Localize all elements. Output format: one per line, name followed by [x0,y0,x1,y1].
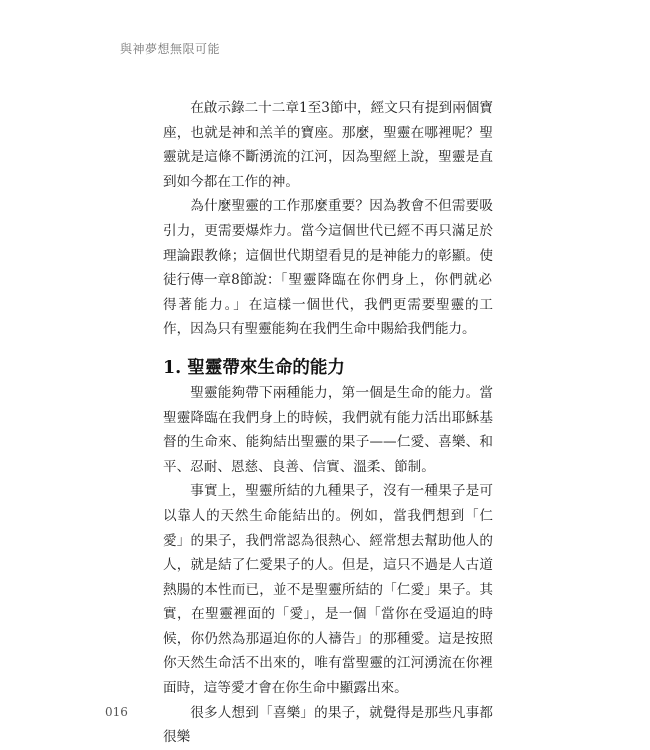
paragraph-text: 為什麼聖靈的工作那麼重要？因為教會不但需要吸引力，更需要爆炸力。當今這個世代已經不再只滿足於理論跟教條；這個世代期望看見的是神能力的彰顯。使徒行傳一章8節說： [163,198,493,289]
scripture-quote: 「聖靈降臨在你們身上，你們就必得著能力。」 [163,272,493,313]
section-heading: 1. 聖靈帶來生命的能力 [163,357,345,378]
paragraph-with-quote [163,194,493,342]
body-text [163,96,493,750]
paragraph: 在啟示錄二十二章1至3節中，經文只有提到兩個寶座，也就是神和羔羊的寶座。那麼，聖靈在哪裡呢？聖靈就是這條不斷湧流的江河，因為聖經上說，聖靈是直到如今都在工作的神。 [163,100,493,190]
paragraph: 事實上，聖靈所結的九種果子，沒有一種果子是可以靠人的天然生命能結出的。例如，當我們想到「仁愛」的果子，我們常認為很熱心、經常想去幫助他人的人，就是結了仁愛果子的人。但是，這只不過是人古道熱腸的本性而已，並不是聖靈所結的「仁愛」果子。其實，在聖靈裡面的「愛」，是一個「當你在受逼迫的時候，你仍然為那逼迫你的人禱告」的那種愛。這是按照你天然生命活不出來的，唯有當聖靈的江河湧流在你裡面時，這等愛才會在你生命中顯露出來。 [163,483,493,697]
page-number: 016 [105,705,128,719]
paragraph: 很多人想到「喜樂」的果子，就覺得是那些凡事都很樂 [163,704,493,746]
running-head-title: 與神夢想無限可能 [120,42,221,56]
paragraph: 聖靈能夠帶下兩種能力，第一個是生命的能力。當聖靈降臨在我們身上的時候，我們就有能力活出耶穌基督的生命來、能夠結出聖靈的果子——仁愛、喜樂、和平、忍耐、恩慈、良善、信實、溫柔、節制。 [163,384,493,475]
paragraph-text: 在這樣一個世代，我們更需要聖靈的工作，因為只有聖靈能夠在我們生命中賜給我們能力。 [163,296,494,338]
